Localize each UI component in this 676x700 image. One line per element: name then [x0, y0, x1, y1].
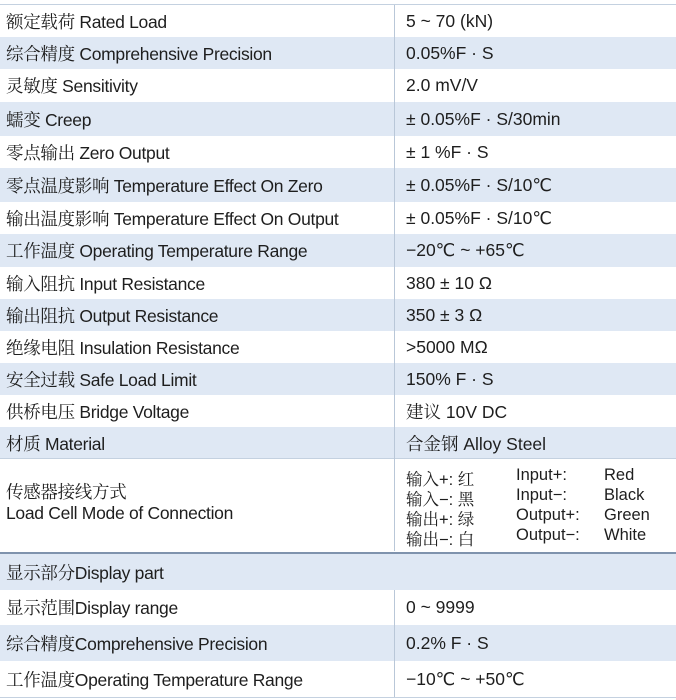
table-row [0, 202, 676, 234]
spec-value: 5 ~ 70 (kN) [406, 10, 494, 31]
row-divider [0, 458, 676, 459]
spec-label: 零点温度影响 Temperature Effect On Zero [6, 175, 323, 196]
spec-value: ± 0.05%F · S/10℃ [406, 207, 552, 228]
section-title: 显示部分Display part [6, 562, 164, 583]
spec-label: 输出温度影响 Temperature Effect On Output [6, 208, 339, 229]
spec-label: 灵敏度 Sensitivity [6, 76, 138, 96]
table-row [0, 168, 676, 202]
spec-value: 2.0 mV/V [406, 75, 478, 95]
spec-label: 零点输出 Zero Output [6, 142, 170, 163]
table-row [0, 427, 676, 459]
wire-en: Input+: [516, 466, 567, 484]
spec-label: 工作温度Operating Temperature Range [6, 669, 303, 690]
wire-color: Red [604, 466, 635, 484]
spec-label: 绝缘电阻 Insulation Resistance [6, 337, 240, 358]
wire-cn: 输出+: 绿 [406, 511, 475, 529]
spec-label: 显示范围Display range [6, 598, 178, 618]
spec-value: ± 0.05%F · S/10℃ [406, 174, 552, 195]
spec-label: 蠕变 Creep [6, 109, 92, 130]
wire-en: Output−: [516, 526, 580, 544]
spec-value: 建议 10V DC [406, 401, 508, 422]
connection-label-cn: 传感器接线方式 [6, 482, 127, 502]
spec-label: 输入阻抗 Input Resistance [6, 273, 205, 294]
spec-value: >5000 MΩ [406, 336, 488, 357]
spec-value: 合金钢 Alloy Steel [406, 433, 547, 454]
spec-label: 综合精度 Comprehensive Precision [6, 43, 272, 64]
table-row [0, 5, 676, 37]
spec-value: 350 ± 3 Ω [406, 304, 483, 325]
spec-value: ± 0.05%F · S/30min [406, 108, 561, 129]
table-row [0, 395, 676, 427]
spec-label: 综合精度Comprehensive Precision [6, 633, 268, 654]
column-divider [394, 590, 395, 697]
connection-row [0, 459, 676, 551]
table-row [0, 267, 676, 299]
spec-value: 150% F · S [406, 368, 494, 389]
wire-en: Output+: [516, 506, 580, 524]
table-row [0, 234, 676, 267]
wire-color: Black [604, 486, 645, 504]
wire-cn: 输出−: 白 [406, 531, 475, 549]
spec-label: 输出阻抗 Output Resistance [6, 305, 219, 326]
wire-cn: 输入+: 红 [406, 471, 475, 489]
table-row [0, 661, 676, 697]
column-divider [394, 5, 395, 551]
spec-label: 安全过载 Safe Load Limit [6, 369, 197, 390]
wire-color: White [604, 526, 647, 544]
spec-label: 工作温度 Operating Temperature Range [6, 241, 308, 261]
table-row [0, 590, 676, 625]
table-row [0, 625, 676, 661]
connection-label [6, 482, 386, 524]
section-header [0, 554, 676, 590]
table-row [0, 102, 676, 136]
spec-value: ± 1 %F · S [406, 141, 489, 162]
table-row [0, 136, 676, 168]
table-row [0, 363, 676, 395]
row-divider [0, 4, 676, 5]
spec-label: 额定载荷 Rated Load [6, 11, 167, 32]
spec-value: 380 ± 10 Ω [406, 272, 492, 293]
table-row [0, 299, 676, 331]
wire-color: Green [604, 506, 650, 524]
spec-label: 供桥电压 Bridge Voltage [6, 401, 189, 422]
spec-value: 0.2% F · S [406, 632, 489, 653]
spec-label: 材质 Material [6, 433, 105, 454]
spec-value: −20℃ ~ +65℃ [406, 240, 525, 260]
table-row [0, 37, 676, 69]
connection-label-en: Load Cell Mode of Connection [6, 503, 234, 523]
spec-value: 0 ~ 9999 [406, 597, 475, 617]
spec-value: 0.05%F · S [406, 42, 494, 63]
wire-cn: 输入−: 黑 [406, 491, 475, 509]
wire-en: Input−: [516, 486, 567, 504]
table-row [0, 69, 676, 102]
row-divider [0, 697, 676, 698]
spec-value: −10℃ ~ +50℃ [406, 668, 525, 689]
table-row [0, 331, 676, 363]
